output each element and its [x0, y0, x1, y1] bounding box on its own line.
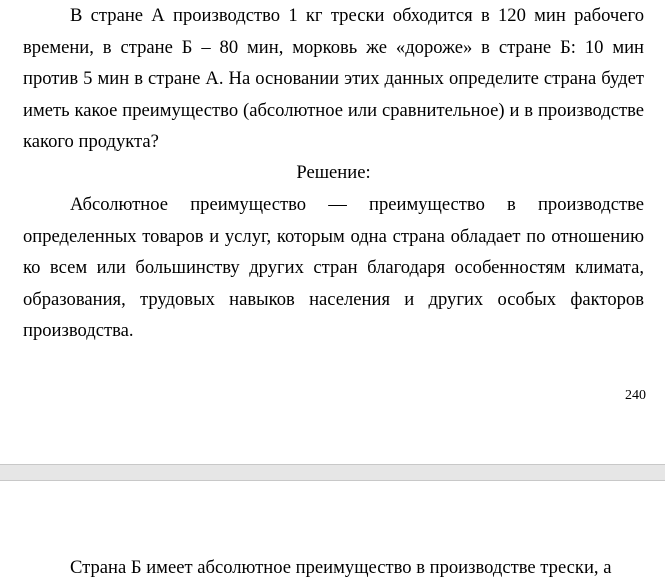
- page-separator: [0, 464, 665, 481]
- continuation-paragraph: Страна Б имеет абсолютное преимущество в производстве трески, а: [70, 557, 612, 578]
- task-paragraph: В стране А производство 1 кг трески обходится в 120 мин рабочего времени, в стране Б – 80 мин, морковь же «дороже» в стране Б: 10 мин против 5 мин в стране А. На основании этих данных определите страна будет иметь какое преимущество (абсолютное или сравнительное) и в производстве какого продукта?: [23, 5, 644, 152]
- definition-paragraph: Абсолютное преимущество — преимущество в производстве определенных товаров и услуг, которым одна страна обладает по отношению ко всем или большинству других стран благодаря особенностям климата, образования, трудовых навыков населения и других особых факторов производства.: [23, 194, 644, 341]
- document-page-next: [0, 481, 665, 579]
- solution-heading: Решение:: [296, 162, 371, 183]
- page-number: 240: [625, 388, 646, 403]
